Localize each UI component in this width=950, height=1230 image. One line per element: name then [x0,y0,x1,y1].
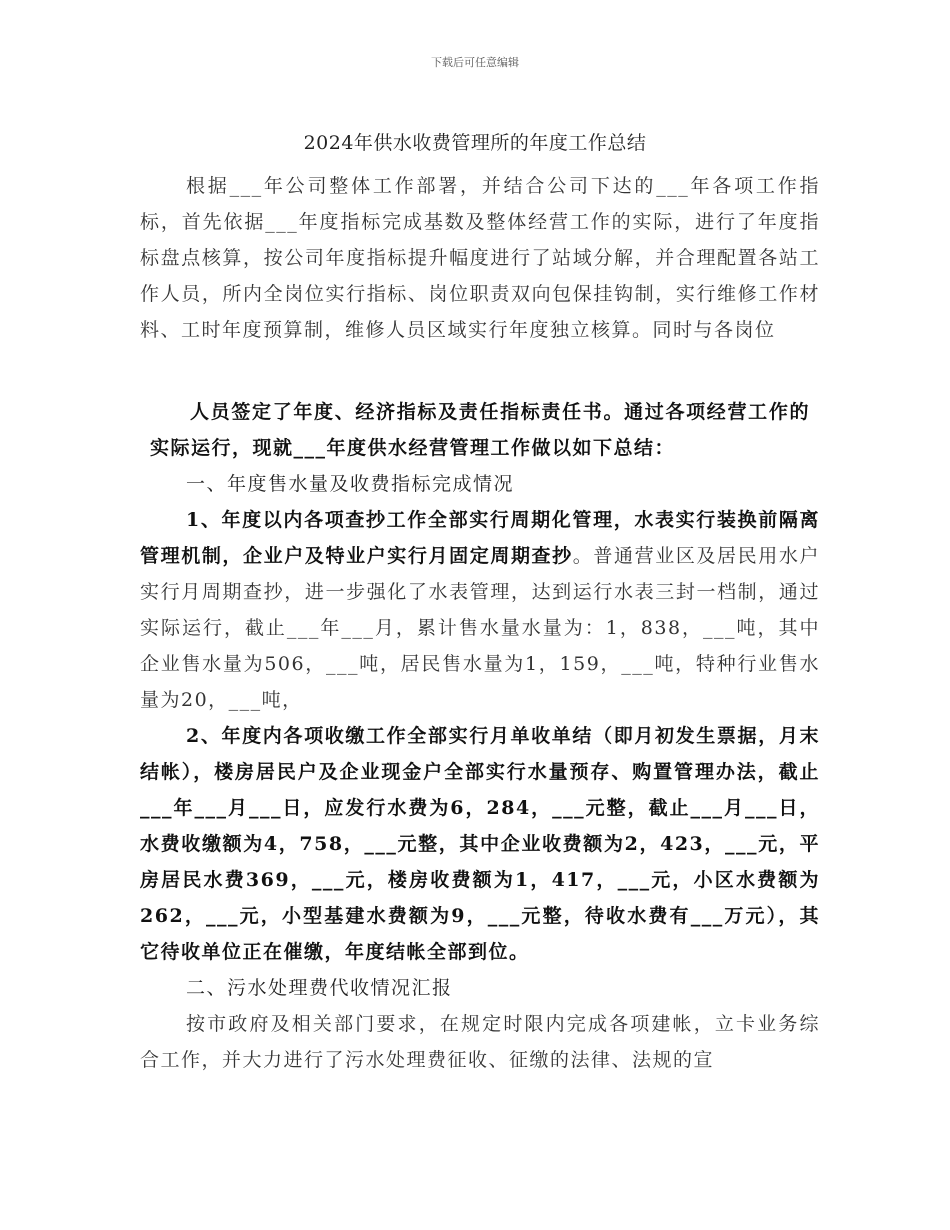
paragraph-3-bold: 1、年度以内各项查抄工作全部实行周期化管理，水表实行装换前隔离管理机制，企业户及特业户实行月固定周期查抄 [140,509,820,567]
section-1 [140,466,820,1078]
paragraph-3-rest: 。普通营业区及居民用水户实行月周期查抄，进一步强化了水表管理，达到运行水表三封一档制，通过实际运行，截止___年___月，累计售水量水量为：1，838，___吨，其中企业售水量为506，___吨，居民售水量为1，159，___吨，特种行业售水量为20，___吨， [140,545,820,711]
paragraph-responsibility [150,394,810,466]
paragraph-1: 根据___年公司整体工作部署，并结合公司下达的___年各项工作指标，首先依据___年度指标完成基数及整体经营工作的实际，进行了年度指标盘点核算，按公司年度指标提升幅度进行了站域分解，并合理配置各站工作人员，所内全岗位实行指标、岗位职责双向包保挂钩制，实行维修工作材料、工时年度预算制，维修人员区域实行年度独立核算。同时与各岗位 [140,175,820,341]
heading-2: 二、污水处理费代收情况汇报 [186,977,453,999]
page-header: 下载后可任意编辑 [431,56,519,69]
paragraph-3 [140,502,820,718]
paragraph-intro [140,168,820,348]
paragraph-5: 按市政府及相关部门要求，在规定时限内完成各项建帐，立卡业务综合工作，并大力进行了污水处理费征收、征缴的法律、法规的宣 [140,1013,820,1071]
document-title: 2024年供水收费管理所的年度工作总结 [303,132,647,154]
paragraph-4: 2、年度内各项收缴工作全部实行月单收单结（即月初发生票据，月末结帐），楼房居民户及企业现金户全部实行水量预存、购置管理办法，截止___年___月___日，应发行水费为6，284，___元整，截止___月___日，水费收缴额为4，758，___元整，其中企业收费额为2，423，___元，平房居民水费369，___元，楼房收费额为1，417，___元，小区水费额为262，___元，小型基建水费额为9，___元整，待收水费有___万元），其它待收单位正在催缴，年度结帐全部到位。 [140,725,820,963]
paragraph-2: 人员签定了年度、经济指标及责任指标责任书。通过各项经营工作的实际运行，现就___年度供水经营管理工作做以如下总结： [150,401,810,459]
heading-1: 一、年度售水量及收费指标完成情况 [186,473,515,495]
